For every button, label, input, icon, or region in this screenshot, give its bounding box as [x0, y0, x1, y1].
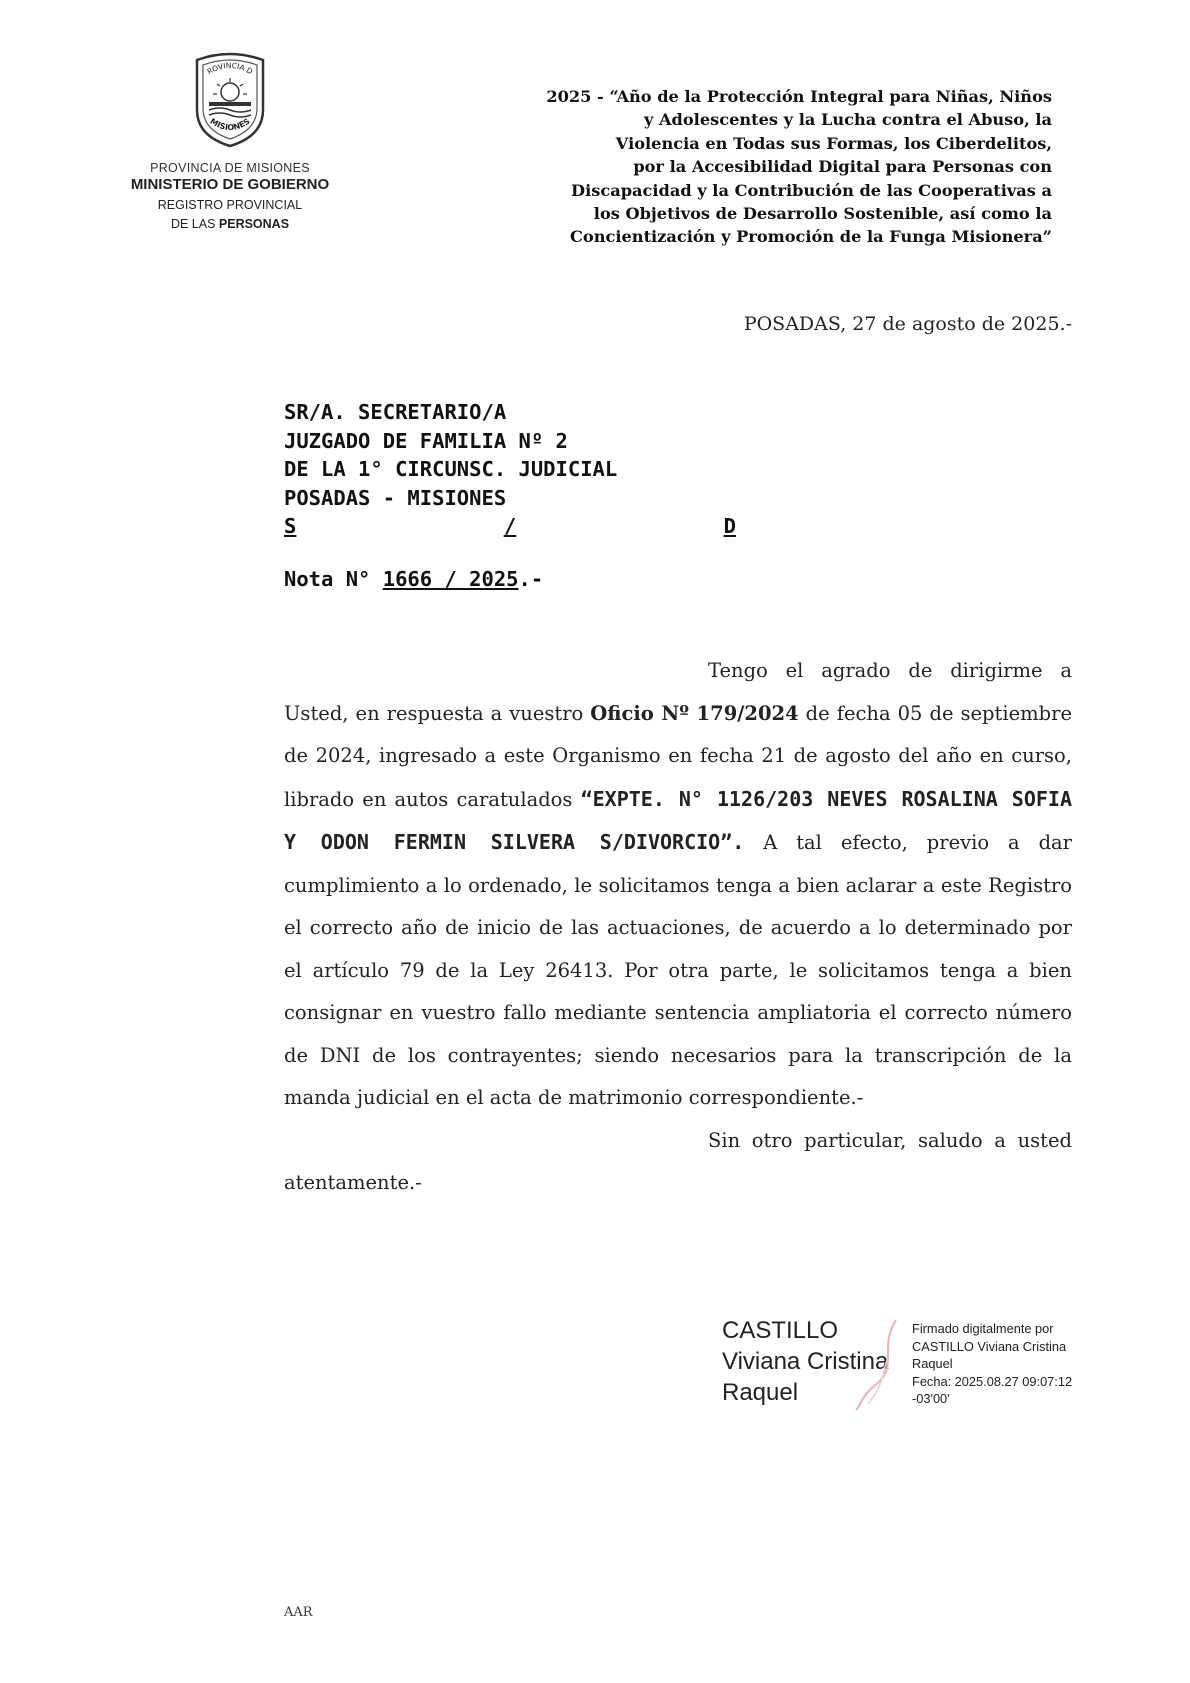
author-initials: AAR [284, 1605, 313, 1620]
body-text-span: Tengo el agrado de dirigirme a Usted, en respuesta a vuestro [284, 659, 1072, 725]
signature-info-line: Raquel [912, 1356, 953, 1371]
digital-signature-mark-icon [848, 1318, 908, 1413]
sd-s: S [284, 514, 297, 538]
ministry-name: MINISTERIO DE GOBIERNO [130, 176, 330, 193]
body-paragraph-1 [284, 650, 1072, 1120]
note-suffix: .- [518, 567, 544, 591]
motto-line: Discapacidad y la Contribución de las Cooperativas a [571, 180, 1052, 200]
oficio-reference: Oficio Nº 179/2024 [590, 701, 799, 725]
recipient-line: SR/A. SECRETARIO/A [284, 400, 507, 424]
su-despacho-line [284, 512, 736, 541]
registry-de-las: DE LAS [170, 217, 216, 231]
recipient-line: JUZGADO DE FAMILIA Nº 2 [284, 428, 568, 453]
sd-slash: / [503, 514, 517, 538]
motto-line: y Adolescentes y la Lucha contra el Abuso, la [643, 110, 1052, 130]
year-motto [420, 85, 1052, 249]
sd-d: D [723, 514, 736, 538]
body-text-span: de fecha 05 de septiembre de 2024, ingresado a este Organismo en fecha 21 de agosto del año en curso, librado en autos caratulados [284, 701, 1072, 811]
digital-signature-info [912, 1320, 1072, 1408]
recipient-block [284, 398, 736, 541]
svg-text:MISIONES: MISIONES [208, 116, 252, 133]
signature-info-line: -03'00' [912, 1391, 950, 1406]
case-reference: “EXPTE. N° 1126/203 NEVES ROSALINA SOFIA Y ODON FERMIN SILVERA S/DIVORCIO”. [284, 786, 1072, 854]
note-number-value: 1666 / 2025 [382, 567, 519, 591]
registry-personas: PERSONAS [218, 217, 290, 231]
motto-line: los Objetivos de Desarrollo Sostenible, así como la [593, 204, 1052, 224]
svg-text:PROVINCIA DE: ROVINCIA D [205, 60, 255, 77]
letter-body [284, 650, 1072, 1205]
signature-name-line: Viviana Cristina [722, 1348, 889, 1375]
province-name: PROVINCIA DE MISIONES [150, 161, 310, 175]
motto-line: Violencia en Todas sus Formas, los Ciberdelitos, [615, 133, 1052, 153]
motto-line: Concientización y Promoción de la Funga Misionera” [570, 227, 1052, 247]
signature-info-line: CASTILLO Viviana Cristina [912, 1338, 1067, 1354]
motto-line: 2025 - “Año de la Protección Integral para Niñas, Niños [546, 87, 1052, 106]
registry-line-1: REGISTRO PROVINCIAL [157, 198, 303, 212]
signature-name-line: Raquel [722, 1379, 799, 1406]
registry-name [125, 196, 335, 234]
body-text-span: A tal efecto, previo a dar cumplimiento a lo ordenado, le solicitamos tenga a bien aclarar a este Registro el correcto año de inicio de las actuaciones, de acuerdo a lo determinado por el artículo 79 de la Ley 26413. Por otra parte, le solicitamos tenga a bien consignar en vuestro fallo mediante sentencia ampliatoria el correcto número de DNI de los contrayentes; siendo necesarios para la transcripción de la manda judicial en el acta de matrimonio correspondiente.- [284, 831, 1072, 1109]
letter-date: POSADAS, 27 de agosto de 2025.- [743, 313, 1072, 335]
note-label: Nota N° [284, 567, 371, 591]
note-number [284, 567, 543, 591]
signature-name-line: CASTILLO [722, 1317, 839, 1344]
provincial-seal-icon [185, 48, 275, 148]
ministry-logo [110, 48, 350, 193]
signature-info-line: Fecha: 2025.08.27 09:07:12 [912, 1373, 1073, 1389]
registry-line-2 [125, 215, 335, 234]
signature-info-line: Firmado digitalmente por [912, 1321, 1054, 1336]
motto-line: por la Accesibilidad Digital para Personas con [633, 157, 1052, 177]
body-paragraph-2: Sin otro particular, saludo a usted atentamente.- [284, 1128, 1072, 1194]
recipient-line: DE LA 1° CIRCUNSC. JUDICIAL [284, 457, 618, 481]
recipient-line: POSADAS - MISIONES [284, 485, 507, 510]
